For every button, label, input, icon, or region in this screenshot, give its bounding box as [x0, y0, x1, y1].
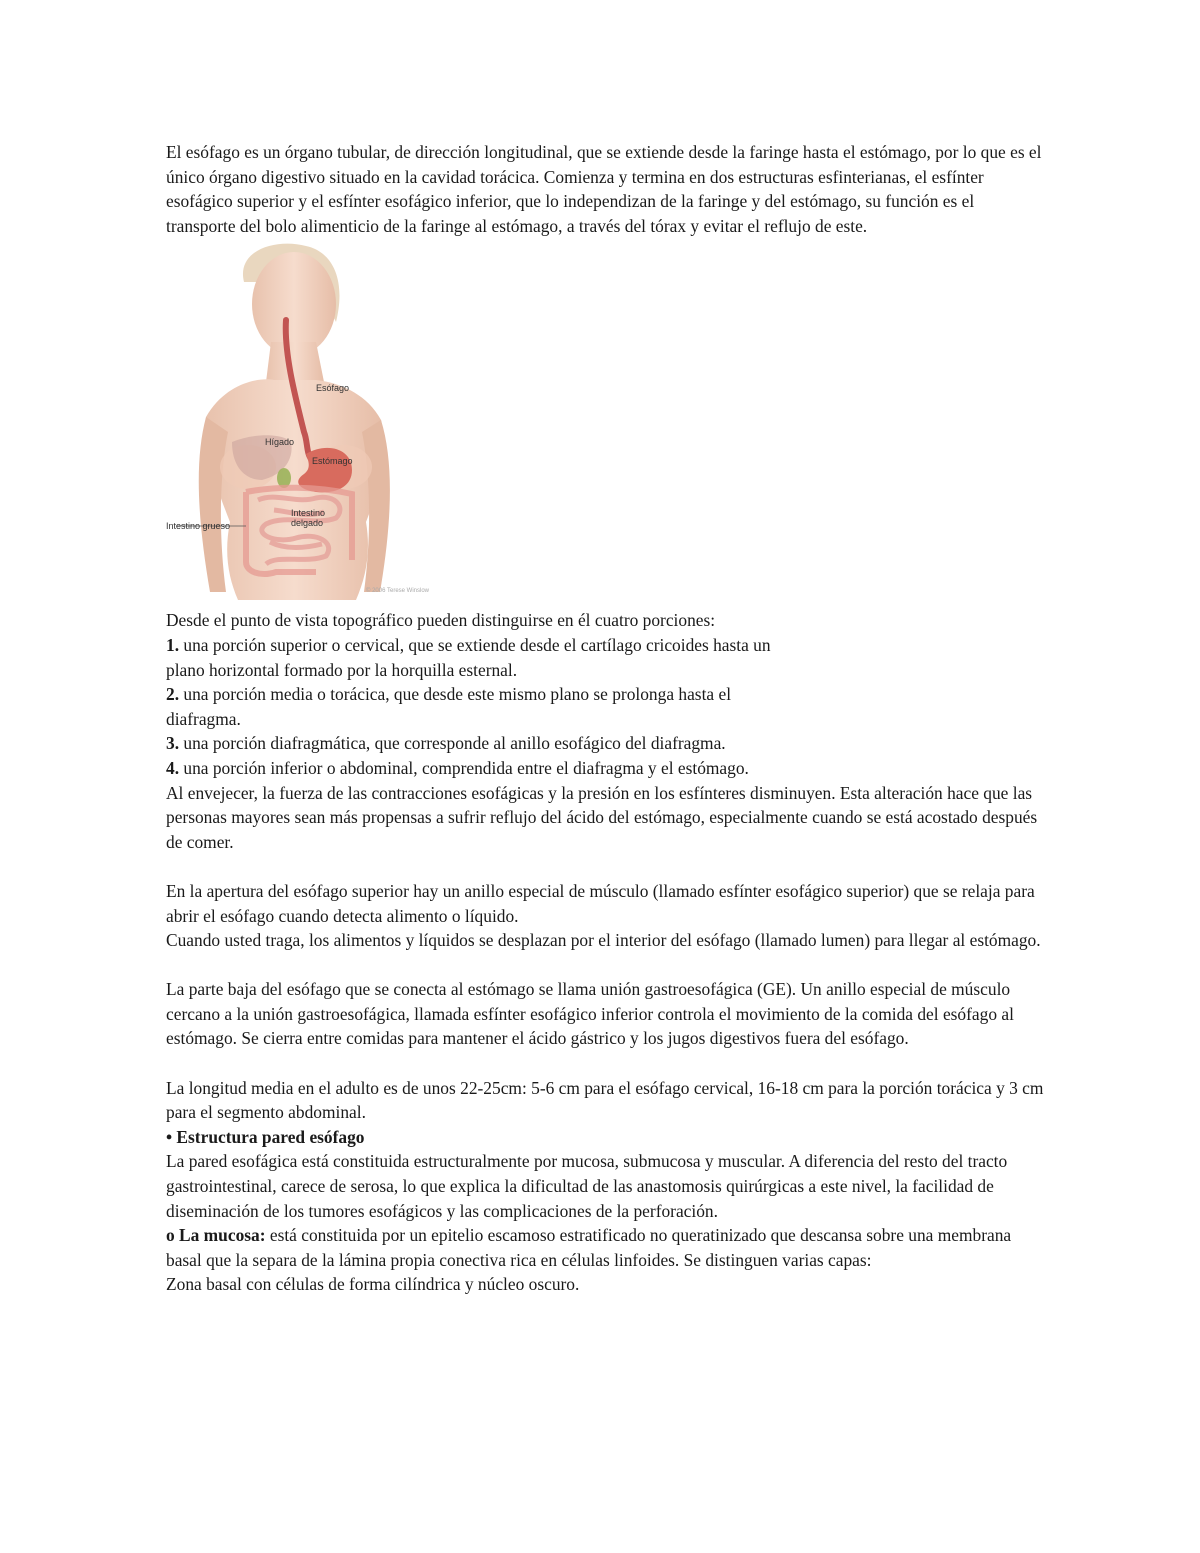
anatomy-illustration [166, 242, 466, 600]
portions-intro: Desde el punto de vista topográfico pueden distinguirse en él cuatro porciones: [166, 610, 716, 631]
portion-item-3: 3. una porción diafragmática, que corresponde al anillo esofágico del diafragma. [166, 733, 726, 754]
length-paragraph: La longitud media en el adulto es de unos 22-25cm: 5-6 cm para el esófago cervical, 16-18 cm para la porción torácica y 3 cm para el segmento abdominal. [166, 1077, 1044, 1123]
large-intestine-label: Intestino grueso [166, 521, 231, 532]
aging-paragraph: Al envejecer, la fuerza de las contracciones esofágicas y la presión en los esfínteres disminuyen. Esta alteración hace que las personas mayores sean más propensas a sufrir reflujo del ácido del estómago, especialmente cuando se está acostado después de comer. [166, 782, 1038, 852]
mucosa-paragraph: o La mucosa: está constituida por un epitelio escamoso estratificado no queratinizado que descansa sobre una membrana basal que la separa de la lámina propia conectiva rica en células linfoides. Se distinguen varias capas: [166, 1225, 1012, 1270]
small-intestine-label-line1: Intestino [291, 508, 326, 519]
portion-item-1-cont: plano horizontal formado por la horquilla esternal. [166, 659, 518, 680]
portion-item-2-cont: diafragma. [166, 708, 241, 729]
esophagus-anatomy-figure [166, 242, 466, 600]
swallow-paragraph: Cuando usted traga, los alimentos y líquidos se desplazan por el interior del esófago (llamado lumen) para llegar al estómago. [166, 930, 1041, 951]
liver-label: Hígado [265, 437, 295, 448]
figure-copyright: © 2006 Terese Winslow [366, 588, 430, 595]
small-intestine-label-line2: delgado [291, 518, 324, 529]
ge-junction-paragraph: La parte baja del esófago que se conecta al estómago se llama unión gastroesofágica (GE). Un anillo especial de músculo cercano a la unión gastroesofágica, llamada esfínter esofágico inferior controla el movimiento de la comida del esófago al estómago. Se cierra entre comidas para mantener el ácido gástrico y los jugos digestivos fuera del esófago. [166, 979, 1014, 1049]
esophagus-label: Esófago [316, 383, 350, 394]
portion-item-4: 4. una porción inferior o abdominal, comprendida entre el diafragma y el estómago. [166, 757, 749, 778]
portion-item-1: 1. una porción superior o cervical, que se extiende desde el cartílago cricoides hasta un [166, 634, 771, 655]
portion-item-2: 2. una porción media o torácica, que desde este mismo plano se prolonga hasta el [166, 684, 732, 705]
stomach-label: Estómago [312, 456, 353, 467]
structure-paragraph: La pared esofágica está constituida estructuralmente por mucosa, submucosa y muscular. A diferencia del resto del tracto gastrointestinal, carece de serosa, lo que explica la dificultad de las anastomosis quirúrgicas a este nivel, la facilidad de diseminación de los tumores esofágicos y las complicaciones de la perforación. [166, 1151, 1008, 1221]
basal-zone-paragraph: Zona basal con células de forma cilíndrica y núcleo oscuro. [166, 1274, 580, 1295]
intro-paragraph: El esófago es un órgano tubular, de dirección longitudinal, que se extiende desde la faringe hasta el estómago, por lo que es el único órgano digestivo situado en la cavidad torácica. Comienza y termina en dos estructuras esfinterianas, el esfínter esofágico superior y el esfínter esofágico inferior, que lo independizan de la faringe y del estómago, su función es el transporte del bolo alimenticio de la faringe al estómago, a través del tórax y evitar el reflujo de este. [166, 142, 1042, 236]
upper-sphincter-paragraph: En la apertura del esófago superior hay un anillo especial de músculo (llamado esfínter esofágico superior) que se relaja para abrir el esófago cuando detecta alimento o líquido. [166, 880, 1035, 926]
structure-heading: • Estructura pared esófago [166, 1126, 365, 1147]
document-page [166, 140, 1046, 1297]
